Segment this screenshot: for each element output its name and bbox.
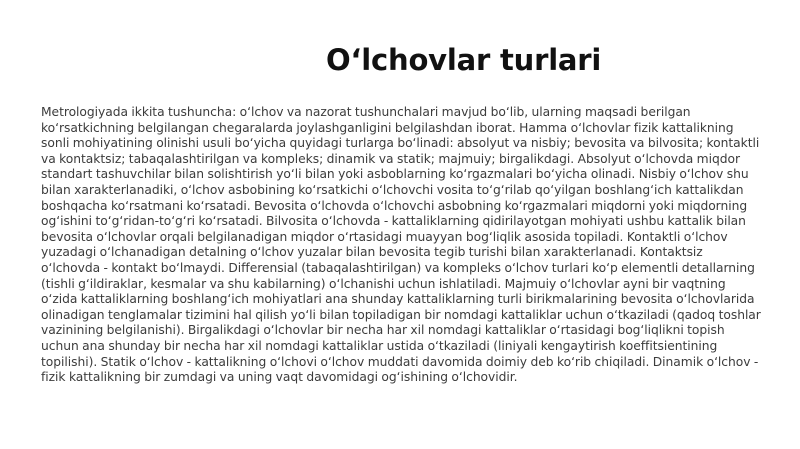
slide-body-text: Metrologiyada ikkita tushuncha: o‘lchov va nazorat tushunchalari mavjud bo‘lib, ularning maqsadi berilgan ko‘rsatkichning belgilangan chegaralarda joylashganligini belgilashdan iborat. Hamma o‘lchovlar fizik kattalikning sonli mohiyatining olinishi usuli bo‘yicha quyidagi turlarga bo‘linadi: absolyut va nisbiy; bevosita va bilvosita; kontaktli va kontaktsiz; tabaqalashtirilgan va kompleks; dinamik va statik; majmuiy; birgalikdagi. Absolyut o‘lchovda miqdor standart tashuvchilar bilan solishtirish yo‘li bilan yoki asboblarning ko‘rgazmalari bo‘yicha olinadi. Nisbiy o‘lchov shu bilan xarakterlanadiki, o‘lchov asbobining ko‘rsatkichi o‘lchovchi vosita to‘g‘rilab qo‘yilgan boshlang‘ich kattalikdan boshqacha ko‘rsatmani ko‘rsatadi. Bevosita o‘lchovda o‘lchovchi asbobning ko‘rgazmalari miqdorni yoki miqdorning og‘ishini to‘g‘ridan-to‘g‘ri ko‘rsatadi. Bilvosita o‘lchovda - kattaliklarning qidirilayotgan mohiyati ushbu kattalik bilan bevosita o‘lchovlar orqali belgilanadigan miqdor o‘rtasidagi muayyan bog‘liqlik asosida topiladi. Kontaktli o‘lchov yuzadagi o‘lchanadigan detalning o‘lchov yuzalar bilan bevosita tegib turishi bilan xarakterlanadi. Kontaktsiz o‘lchovda - kontakt bo‘lmaydi. Differensial (tabaqalashtirilgan) va kompleks o‘lchov turlari ko‘p elementli detallarning (tishli g‘ildiraklar, kesmalar va shu kabilarning) o‘lchanishi uchun ishlatiladi. Majmuiy o‘lchovlar ayni bir vaqtning o‘zida kattaliklarning boshlang‘ich mohiyatlari ana shunday kattaliklarning turli birikmalarining bevosita o‘lchovlarida olinadigan tenglamalar tizimini hal qilish yo‘li bilan topiladigan bir nomdagi kattaliklar uchun o‘tkaziladi (qadoq toshlar vazinining belgilanishi). Birgalikdagi o‘lchovlar bir necha har xil nomdagi kattaliklar o‘rtasidagi bog‘liqlikni topish uchun ana shunday bir necha har xil nomdagi kattaliklar ustida o‘tkaziladi (liniyali kengaytirish koeffitsientining topilishi). Statik o‘lchov - kattalikning o‘lchovi o‘lchov muddati davomida doimiy deb ko‘rib chiqiladi. Dinamik o‘lchov - fizik kattalikning bir zumdagi va uning vaqt davomidagi og‘ishining o‘lchovidir. <box>41 105 761 385</box>
slide-title: O‘lchovlar turlari <box>326 43 602 77</box>
